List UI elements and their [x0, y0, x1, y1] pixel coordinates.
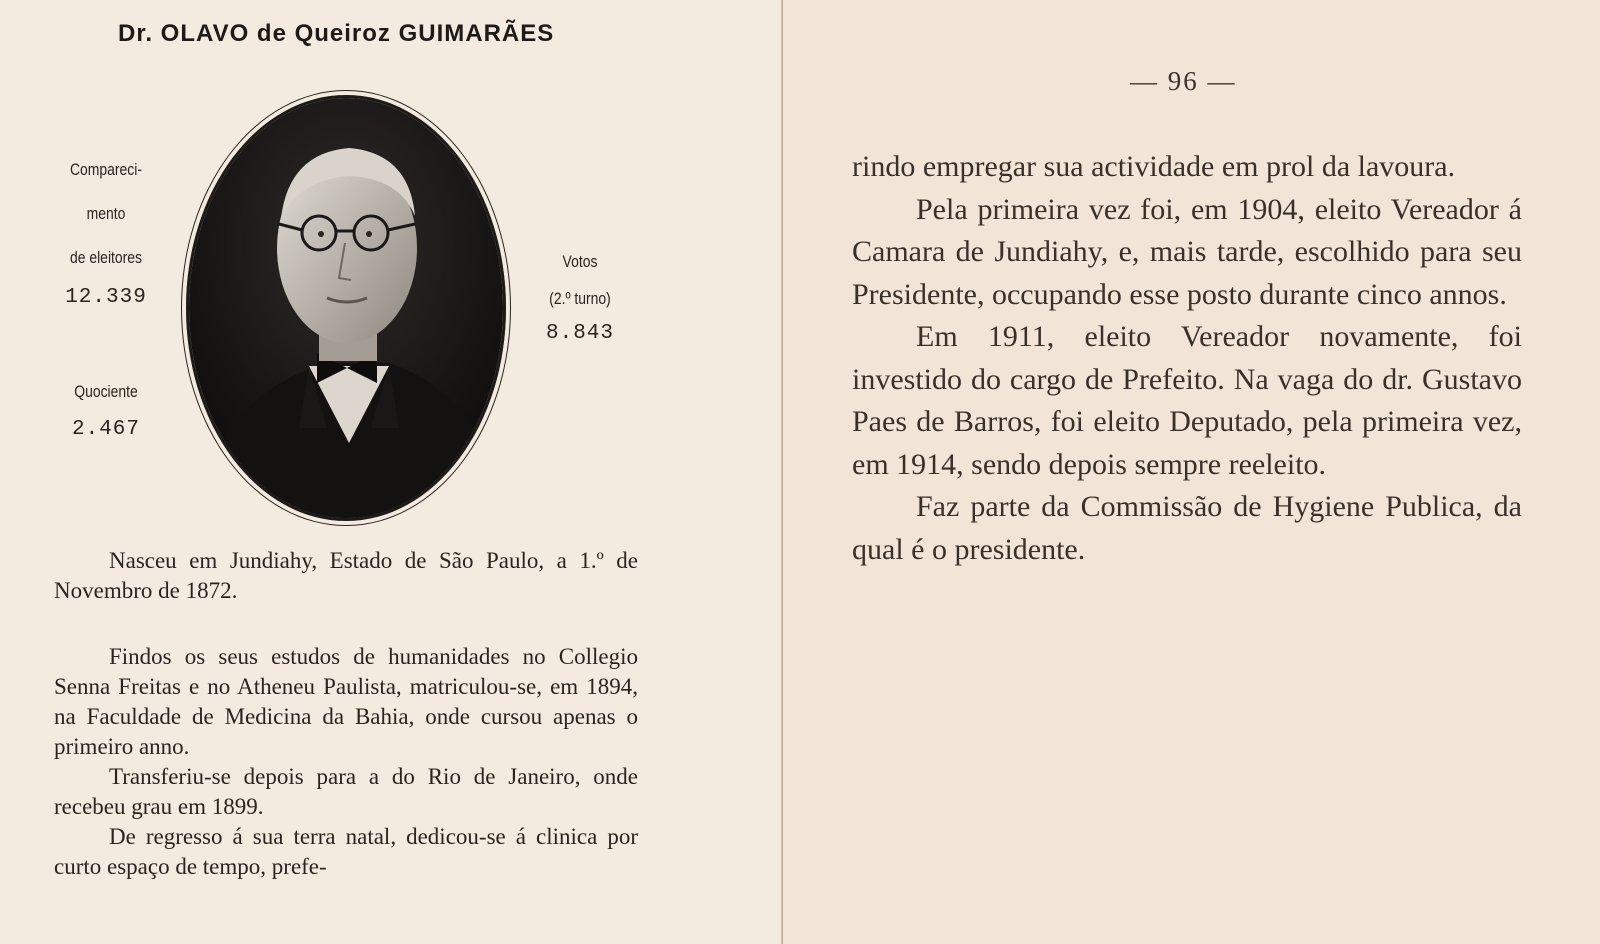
votos-label-line-2: (2.º turno) [549, 289, 611, 308]
paragraph: Nasceu em Jundiahy, Estado de São Paulo, a 1.º de Novembro de 1872. [54, 548, 638, 603]
left-page [0, 0, 782, 944]
paragraph: Findos os seus estudos de humanidades no Collegio Senna Freitas e no Atheneu Paulista, matriculou-se, em 1894, na Faculdade de Medicina da Bahia, onde cursou apenas o primeiro anno. [54, 644, 638, 759]
quociente-value: 2.467 [71, 418, 140, 441]
paragraph: Transferiu-se depois para a do Rio de Janeiro, onde recebeu grau em 1899. [54, 764, 638, 819]
votos-label-line-1: Votos [562, 252, 598, 271]
paragraph: Pela primeira vez foi, em 1904, eleito Vereador á Camara de Jundiahy, e, mais tarde, escolhido para seu Presidente, occupando esse posto durante cinco annos. [852, 192, 1522, 311]
comparecimento-value: 12.339 [65, 286, 147, 309]
biography-text-right [852, 146, 1522, 571]
quociente-label: Quociente [74, 382, 138, 401]
birth-paragraph [54, 546, 638, 606]
page-number: — 96 — [1130, 66, 1237, 96]
paragraph: De regresso á sua terra natal, dedicou-se á clinica por curto espaço de tempo, prefe- [54, 824, 638, 879]
biography-text-left [54, 642, 638, 882]
comparecimento-stat [46, 148, 166, 309]
quociente-stat [46, 370, 166, 441]
votos-stat [520, 240, 640, 345]
comparecimento-label-line-1: Compareci- [69, 160, 143, 179]
votos-value: 8.843 [545, 322, 614, 345]
comparecimento-label-line-3: de eleitores [69, 248, 143, 267]
page-title: Dr. OLAVO de Queiroz GUIMARÃES [118, 20, 555, 47]
paragraph: Em 1911, eleito Vereador novamente, foi investido do cargo de Prefeito. Na vaga do dr. Gustavo Paes de Barros, foi eleito Deputado, pela primeira vez, em 1914, sendo depois sempre reeleito. [852, 320, 1522, 481]
portrait-illustration [189, 98, 503, 518]
paragraph: rindo empregar sua actividade em prol da lavoura. [852, 150, 1456, 183]
paragraph: Faz parte da Commissão de Hygiene Publica, da qual é o presidente. [852, 490, 1522, 566]
portrait-photo [186, 95, 506, 521]
comparecimento-label-line-2: mento [86, 204, 126, 223]
